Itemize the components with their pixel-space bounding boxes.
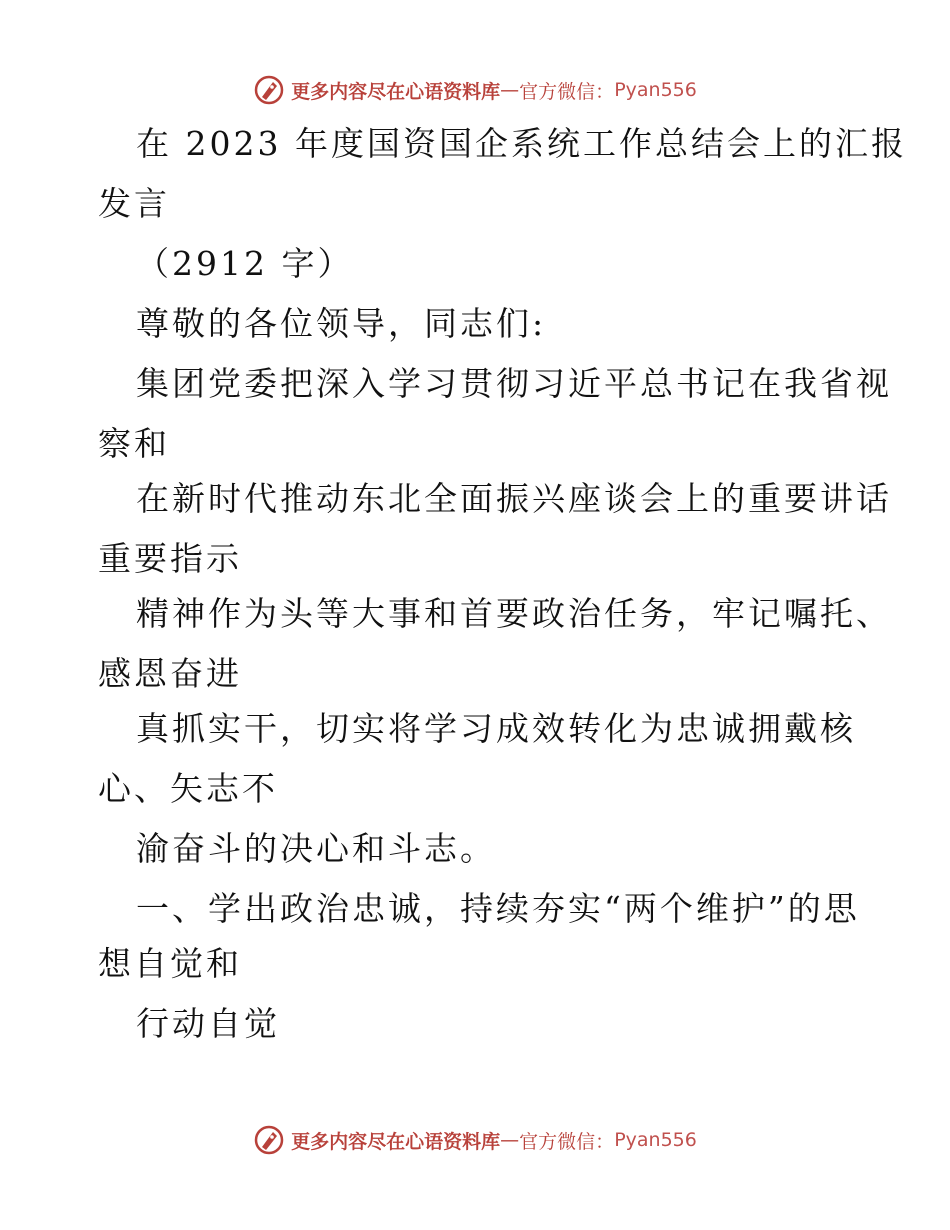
paragraph-line: 渝奋斗的决心和斗志。 (136, 829, 496, 868)
title-line-2: 发言 (98, 184, 170, 223)
watermark-dash: — (500, 79, 520, 101)
paragraph-line: 精神作为头等大事和首要政治任务，牢记嘱托、 (136, 594, 892, 633)
header-watermark (0, 72, 950, 108)
salutation: 尊敬的各位领导，同志们: (136, 304, 547, 343)
footer-watermark (0, 1122, 950, 1158)
section-heading-line: 一、学出政治忠诚，持续夯实“两个维护”的思 (136, 889, 860, 928)
watermark-dash: — (500, 1129, 520, 1151)
paragraph-line: 察和 (98, 424, 170, 463)
pen-nib-logo-icon (253, 74, 285, 106)
watermark-wechat-label: 官方微信： (519, 80, 615, 103)
watermark-main-text: 更多内容尽在心语资料库 (291, 1130, 501, 1153)
paragraph-line: 真抓实干，切实将学习成效转化为忠诚拥戴核 (136, 709, 856, 748)
paragraph-line: 心、矢志不 (98, 769, 278, 808)
watermark-main-text: 更多内容尽在心语资料库 (291, 80, 501, 103)
word-count: （2912 字） (136, 244, 354, 283)
section-heading-line: 行动自觉 (136, 1004, 280, 1043)
watermark-wechat-id: Pyan556 (614, 1129, 697, 1151)
section-heading-line: 想自觉和 (98, 944, 242, 983)
pen-nib-logo-icon (253, 1124, 285, 1156)
watermark-wechat-label: 官方微信： (519, 1130, 615, 1153)
paragraph-line: 重要指示 (98, 539, 242, 578)
paragraph-line: 感恩奋进 (98, 654, 242, 693)
paragraph-line: 集团党委把深入学习贯彻习近平总书记在我省视 (136, 364, 892, 403)
title-line-1: 在 2023 年度国资国企系统工作总结会上的汇报 (136, 124, 907, 163)
paragraph-line: 在新时代推动东北全面振兴座谈会上的重要讲话 (136, 479, 892, 518)
watermark-wechat-id: Pyan556 (614, 79, 697, 101)
